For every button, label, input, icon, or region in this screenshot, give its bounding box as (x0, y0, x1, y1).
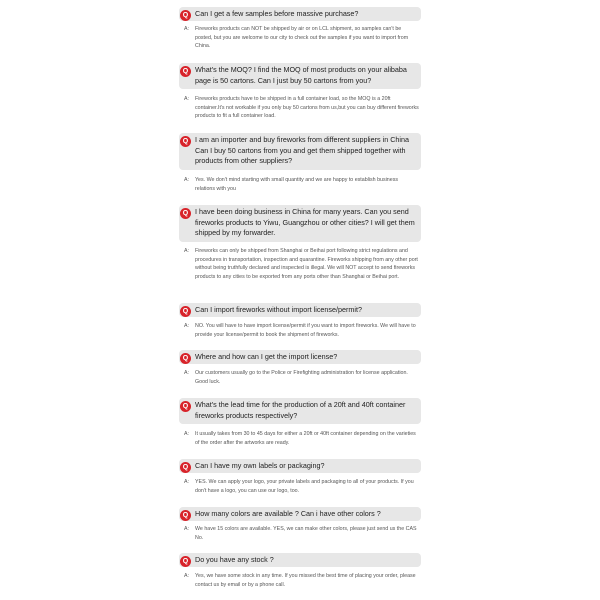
faq-list (179, 0, 421, 600)
answer-text: We have 15 colors are available. YES, we can make other colors, please just send us the CAS No. (195, 526, 417, 541)
answer-label: A: (184, 479, 190, 485)
faq-question (179, 133, 421, 170)
answer-text: Fireworks products have to be shipped in a full container load, so the MOQ is a 20ft container.It's not workable if you only buy 50 cartons from us,but you can buy different fireworks products to fit a full container load. (195, 96, 419, 120)
faq-question (179, 205, 421, 242)
faq-question (179, 350, 421, 364)
faq-answer (179, 247, 421, 281)
answer-text: YES. We can apply your logo, your private labels and packaging to all of your products. If you don't have a logo, you can use our logo, too. (195, 479, 414, 494)
answer-text: Fireworks products can NOT be shipped by air or on LCL shipment, so samples can't be posted, but you are welcome to our city to check out the samples if you want to import from China. (195, 26, 409, 50)
question-text: Do you have any stock ? (195, 555, 274, 564)
question-icon: Q (180, 401, 191, 412)
question-icon: Q (180, 510, 191, 521)
answer-label: A: (184, 26, 190, 32)
faq-answer (179, 430, 421, 447)
answer-label: A: (184, 323, 190, 329)
faq-question (179, 63, 421, 89)
faq-answer (179, 322, 421, 339)
answer-text: It usually takes from 30 to 45 days for either a 20ft or 40ft container depending on the varieties of the order after the artworks are ready. (195, 431, 416, 446)
question-icon: Q (180, 556, 191, 567)
answer-label: A: (184, 526, 190, 532)
question-text: Can I import fireworks without import license/permit? (195, 305, 362, 314)
faq-answer (179, 369, 421, 386)
answer-text: Yes, we have some stock in any time. If you missed the best time of placing your order, please contact us by email or by a phone call. (195, 573, 416, 588)
answer-label: A: (184, 96, 190, 102)
answer-label: A: (184, 177, 190, 183)
faq-question (179, 553, 421, 567)
question-icon: Q (180, 136, 191, 147)
answer-text: Our customers usually go to the Police or Firefighting administration for license application. Good luck. (195, 370, 408, 385)
faq-answer (179, 176, 421, 193)
question-icon: Q (180, 306, 191, 317)
question-text: Can I have my own labels or packaging? (195, 461, 325, 470)
question-text: Can I get a few samples before massive purchase? (195, 9, 359, 18)
question-icon: Q (180, 10, 191, 21)
question-text: What's the lead time for the production of a 20ft and 40ft container fireworks products respectively? (195, 400, 406, 420)
faq-question (179, 459, 421, 473)
faq-answer (179, 95, 421, 121)
question-text: How many colors are available ? Can i have other colors ? (195, 509, 381, 518)
faq-question (179, 507, 421, 521)
faq-question (179, 7, 421, 21)
faq-question (179, 398, 421, 424)
question-text: I am an importer and buy fireworks from different suppliers in China Can I buy 50 cartons from you and get them shipped together with products from other suppliers? (195, 135, 409, 166)
question-text: I have been doing business in China for many years. Can you send fireworks products to Yiwu, Guangzhou or other cities? I will get them shipped by my forwarder. (195, 207, 415, 238)
faq-question (179, 303, 421, 317)
answer-label: A: (184, 573, 190, 579)
faq-answer (179, 25, 421, 51)
faq-answer (179, 572, 421, 589)
question-icon: Q (180, 66, 191, 77)
question-icon: Q (180, 208, 191, 219)
question-icon: Q (180, 462, 191, 473)
answer-text: NO. You will have to have import license/permit if you want to import fireworks. We will have to provide your license/permit to book the shipment of fireworks. (195, 323, 416, 338)
answer-text: Fireworks can only be shipped from Shanghai or Beihai port following strict regulations and procedures in transportation, inspection and quarantine. Fireworks shipping from any other port without being truthfully declared and inspected is illegal. We will NOT accept to send fireworks products to any cities to be exported from any ports other than Shanghai or Beihai port. (195, 248, 418, 280)
faq-answer (179, 478, 421, 495)
answer-text: Yes. We don't mind starting with small quantity and we are happy to establish business relations with you (195, 177, 398, 192)
question-text: What's the MOQ? I find the MOQ of most products on your alibaba page is 50 cartons. Can I just buy 50 cartons from you? (195, 65, 407, 85)
faq-answer (179, 525, 421, 542)
question-icon: Q (180, 353, 191, 364)
answer-label: A: (184, 370, 190, 376)
answer-label: A: (184, 248, 190, 254)
answer-label: A: (184, 431, 190, 437)
question-text: Where and how can I get the import license? (195, 352, 338, 361)
